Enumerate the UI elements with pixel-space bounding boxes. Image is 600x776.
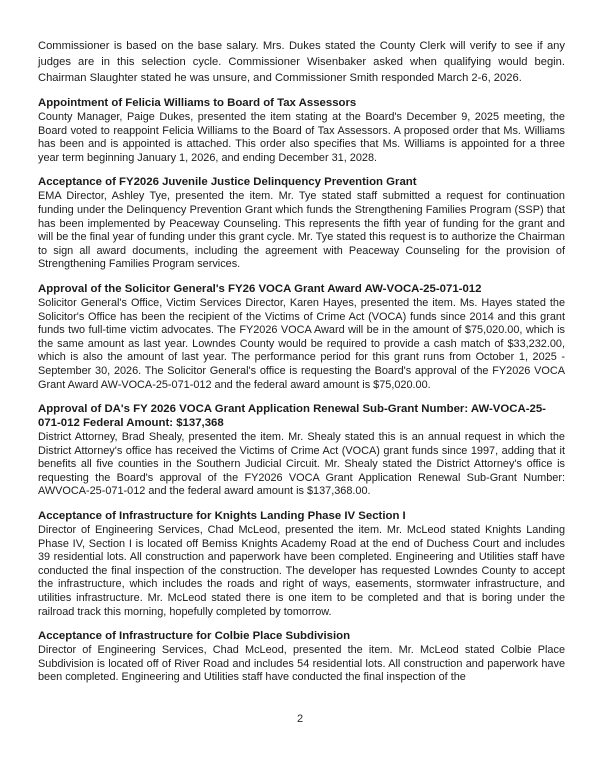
- section-body: EMA Director, Ashley Tye, presented the item. Mr. Tye stated staff submitted a request for continuation funding under the Delinquency Prevention Grant which funds the Strengthening Families Program (SSP) that has been implemented by Peaceway Counseling. This represents the fifth year of funding for the grant and will be the final year of funding under this grant cycle. Mr. Tye stated this request is to authorize the Chairman to sign all award documents, including the agreement with Peaceway Counseling for the provision of Strengthening Families Program services.: [38, 190, 565, 271]
- section-heading: Approval of DA's FY 2026 VOCA Grant Application Renewal Sub-Grant Number: AW-VOCA-25-071-012 Federal Amount: $137,368: [38, 403, 546, 430]
- page-number: 2: [296, 713, 304, 725]
- section-heading: Acceptance of FY2026 Juvenile Justice Delinquency Prevention Grant: [38, 176, 417, 189]
- section-knights-landing: [38, 509, 565, 619]
- section-body: Director of Engineering Services, Chad McLeod, presented the item. Mr. McLeod stated Colbie Place Subdivision is located off of River Road and includes 54 residential lots. All construction and paperwork have been completed. Engineering and Utilities staff have conducted the final inspection of the: [38, 644, 565, 684]
- section-juvenile-justice-grant: [38, 175, 565, 272]
- section-body: Director of Engineering Services, Chad McLeod, presented the item. Mr. McLeod stated Knights Landing Phase IV, Section I is located off Bemiss Knights Academy Road at the end of Duchess Court and includes 39 residential lots. All construction and paperwork have been completed. Engineering and Utilities staff have conducted the final inspection of the construction. The developer has requested Lowndes County to accept the infrastructure, which includes the roads and right of ways, easements, stormwater infrastructure, and utilities infrastructure. Mr. McLeod stated there is one item to be completed and that is boring under the railroad track this morning, hopefully completed by tomorrow.: [38, 524, 565, 618]
- section-heading: Approval of the Solicitor General's FY26 VOCA Grant Award AW-VOCA-25-071-012: [38, 282, 482, 295]
- section-heading: Acceptance of Infrastructure for Colbie Place Subdivision: [38, 630, 351, 643]
- section-heading: Acceptance of Infrastructure for Knights Landing Phase IV Section I: [38, 510, 406, 523]
- section-solicitor-voca-award: [38, 282, 565, 392]
- intro-paragraph: Commissioner is based on the base salary. Mrs. Dukes stated the County Clerk will verify to see if any judges are in this selection cycle. Commissioner Wisenbaker asked when qualifying would begin. Chairman Slaughter stated he was unsure, and Commissioner Smith responded March 2-6, 2026.: [38, 40, 565, 84]
- section-tax-assessors: [38, 96, 565, 165]
- section-colbie-place: [38, 629, 565, 685]
- section-body: Solicitor General's Office, Victim Services Director, Karen Hayes, presented the item. Ms. Hayes stated the Solicitor's Office has been the recipient of the Victims of Crime Act (VOCA) funds since 2014 and this grant funds two full-time victim advocates. The FY2026 VOCA Award will be in the amount of $75,020.00, which is the same amount as last year. Lowndes County would be required to provide a cash match of $33,232.00, which is also the amount of last year. The performance period for this grant runs from October 1, 2025 - September 30, 2026. The Solicitor General's office is requesting the Board's approval of the FY2026 VOCA Grant Award AW-VOCA-25-071-012 and the federal award amount is $75,020.00.: [38, 296, 565, 391]
- section-body: District Attorney, Brad Shealy, presented the item. Mr. Shealy stated this is an annual request in which the District Attorney's office has received the Victims of Crime Act (VOCA) grant funds since 1997, adding that it benefits all five counties in the Southern Judicial Circuit. Mr. Shealy stated the District Attorney's office is requesting the Board's approval of the FY2026 VOCA Grant Application Renewal Sub-Grant Number: AWVOCA-25-071-012 and the federal award amount is $137,368.00.: [38, 431, 565, 498]
- section-heading: Appointment of Felicia Williams to Board of Tax Assessors: [38, 97, 357, 109]
- section-da-voca-renewal: [38, 402, 565, 499]
- section-body: County Manager, Paige Dukes, presented the item stating at the Board's December 9, 2025 meeting, the Board voted to reappoint Felicia Williams to the Board of Tax Assessors. A proposed order that Ms. Williams has been and is appointed is attached. This order also specifies that Ms. Williams is appointed for a three year term beginning January 1, 2026, and ending December 31, 2028.: [38, 111, 565, 164]
